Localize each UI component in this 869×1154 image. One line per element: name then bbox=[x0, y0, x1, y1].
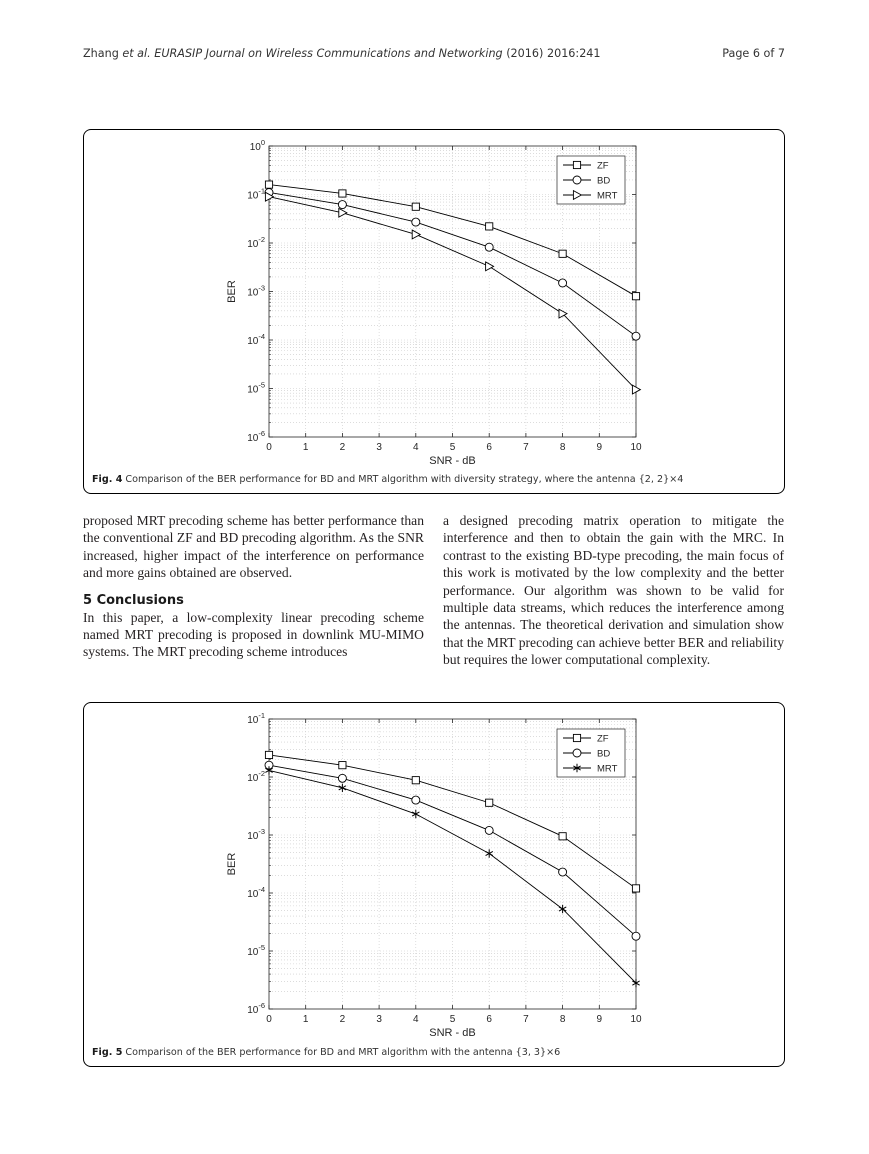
figure-4-chart bbox=[84, 130, 786, 475]
y-tick-label: $10^{-1}$ bbox=[247, 186, 265, 202]
data-point-zf bbox=[559, 250, 566, 257]
x-tick-label: 9 bbox=[596, 1014, 603, 1025]
data-point-zf bbox=[412, 777, 419, 784]
data-point-mrt bbox=[486, 849, 493, 857]
paragraph-results: proposed MRT precoding scheme has better performance than the conventional ZF and BD precoding algorithm. As the SNR increased, higher impact of the interference on performance and more gains obtained are observed. bbox=[83, 513, 424, 581]
legend bbox=[557, 156, 625, 204]
x-tick-label: 10 bbox=[630, 1014, 642, 1025]
y-tick-label: $10^{-6}$ bbox=[247, 1001, 265, 1016]
y-tick-label: $10^{-2}$ bbox=[247, 235, 265, 250]
paragraph-conclusions: In this paper, a low-complexity linear precoding scheme named MRT precoding is proposed in downlink MU-MIMO systems. The MRT precoding scheme introduces bbox=[83, 609, 424, 660]
x-tick-label: 4 bbox=[413, 442, 419, 453]
x-tick-label: 3 bbox=[376, 1014, 382, 1025]
series-mrt bbox=[265, 192, 640, 394]
x-tick-label: 7 bbox=[523, 442, 529, 453]
data-point-bd bbox=[632, 932, 640, 940]
y-tick-label: $10^0$ bbox=[249, 138, 265, 153]
y-tick-label: $10^{-3}$ bbox=[247, 283, 265, 299]
series-mrt bbox=[265, 763, 639, 987]
data-point-zf bbox=[632, 293, 639, 300]
data-point-zf bbox=[339, 190, 346, 197]
x-tick-label: 7 bbox=[523, 1014, 529, 1025]
y-tick-label: $10^{-4}$ bbox=[247, 332, 265, 347]
data-point-bd bbox=[485, 826, 493, 834]
legend-marker bbox=[573, 734, 580, 741]
data-point-bd bbox=[412, 796, 420, 804]
header-etal: et al. bbox=[122, 47, 151, 60]
data-point-zf bbox=[412, 203, 419, 210]
legend-marker bbox=[573, 161, 580, 168]
y-tick-label: $10^{-5}$ bbox=[247, 380, 265, 396]
data-point-bd bbox=[485, 243, 493, 251]
data-point-mrt bbox=[412, 230, 420, 239]
figure-5-chart bbox=[84, 703, 786, 1048]
header-year: (2016) 2016:241 bbox=[502, 47, 601, 60]
y-tick-label: $10^{-4}$ bbox=[247, 885, 265, 900]
data-point-mrt bbox=[486, 262, 494, 271]
x-tick-label: 6 bbox=[486, 1014, 492, 1025]
x-tick-label: 2 bbox=[339, 442, 346, 453]
page-number: Page 6 of 7 bbox=[722, 47, 785, 60]
data-point-zf bbox=[486, 223, 493, 230]
legend-label: MRT bbox=[597, 763, 618, 775]
x-tick-label: 6 bbox=[486, 442, 492, 453]
x-tick-label: 9 bbox=[596, 442, 603, 453]
y-axis-label: BER bbox=[226, 280, 238, 303]
data-point-mrt bbox=[412, 810, 419, 818]
x-tick-label: 1 bbox=[302, 1014, 309, 1025]
data-point-zf bbox=[632, 885, 639, 892]
y-axis-label: BER bbox=[226, 852, 238, 876]
running-header bbox=[83, 47, 785, 63]
legend-label: MRT bbox=[597, 190, 618, 202]
legend-marker bbox=[573, 749, 581, 757]
legend-label: BD bbox=[597, 748, 611, 760]
left-column bbox=[83, 512, 424, 661]
figure-4-caption bbox=[92, 474, 683, 485]
paragraph-conclusions-continued: a designed precoding matrix operation to mitigate the interference and then to obtain the gain with the MRC. In contrast to the existing BD-type precoding, the main focus of this work is motivated by the low complexity and the better performance. Our algorithm was shown to be valid for multiple data streams, which reduces the interference among the antennas. The theoretical derivation and simulation show that the MRT precoding can achieve better BER and reliability but requires the lower computational complexity. bbox=[443, 513, 784, 668]
data-point-mrt bbox=[632, 385, 640, 394]
figure-5 bbox=[83, 702, 785, 1067]
legend-label: ZF bbox=[597, 733, 609, 745]
x-tick-label: 0 bbox=[266, 1014, 272, 1025]
header-journal: EURASIP Journal on Wireless Communications and Networking bbox=[150, 47, 503, 60]
y-tick-label: $10^{-2}$ bbox=[247, 769, 265, 784]
header-citation bbox=[83, 47, 601, 60]
figure-4-caption-text: Comparison of the BER performance for BD and MRT algorithm with diversity strategy, where the antenna {2, 2}×4 bbox=[122, 474, 684, 485]
right-column bbox=[443, 512, 784, 669]
y-tick-label: $10^{-3}$ bbox=[247, 827, 265, 842]
x-tick-label: 8 bbox=[559, 1014, 566, 1025]
x-axis-label: SNR - dB bbox=[429, 1027, 476, 1039]
x-axis-label: SNR - dB bbox=[429, 455, 476, 467]
data-point-zf bbox=[265, 751, 272, 758]
legend bbox=[557, 729, 625, 777]
data-point-bd bbox=[338, 774, 346, 782]
x-tick-label: 8 bbox=[559, 442, 566, 453]
data-point-bd bbox=[559, 279, 567, 287]
data-point-bd bbox=[338, 201, 346, 209]
x-tick-label: 2 bbox=[339, 1014, 346, 1025]
data-point-zf bbox=[486, 799, 493, 806]
x-tick-label: 5 bbox=[449, 1014, 456, 1025]
x-tick-label: 0 bbox=[266, 442, 272, 453]
figure-5-label: Fig. 5 bbox=[92, 1047, 123, 1058]
figure-4 bbox=[83, 129, 785, 494]
legend-label: ZF bbox=[597, 160, 609, 172]
figure-5-caption-text: Comparison of the BER performance for BD and MRT algorithm with the antenna {3, 3}×6 bbox=[122, 1047, 561, 1058]
y-tick-label: $10^{-6}$ bbox=[247, 429, 265, 444]
legend-label: BD bbox=[597, 175, 611, 187]
x-tick-label: 3 bbox=[376, 442, 382, 453]
y-tick-label: $10^{-5}$ bbox=[247, 943, 265, 958]
data-point-zf bbox=[265, 181, 272, 188]
data-point-bd bbox=[412, 218, 420, 226]
y-tick-label: $10^{-1}$ bbox=[247, 711, 265, 726]
data-point-mrt bbox=[339, 208, 347, 217]
data-point-bd bbox=[632, 332, 640, 340]
legend-marker bbox=[573, 176, 581, 184]
x-tick-label: 4 bbox=[413, 1014, 419, 1025]
section-heading-conclusions: 5 Conclusions bbox=[83, 592, 184, 608]
data-point-bd bbox=[559, 868, 567, 876]
data-point-zf bbox=[339, 762, 346, 769]
figure-5-caption bbox=[92, 1047, 560, 1058]
header-authors: Zhang bbox=[83, 47, 123, 60]
x-tick-label: 1 bbox=[302, 442, 309, 453]
data-point-zf bbox=[559, 833, 566, 840]
data-point-mrt bbox=[339, 784, 346, 792]
x-tick-label: 10 bbox=[630, 442, 642, 453]
figure-4-label: Fig. 4 bbox=[92, 474, 123, 485]
x-tick-label: 5 bbox=[449, 442, 456, 453]
